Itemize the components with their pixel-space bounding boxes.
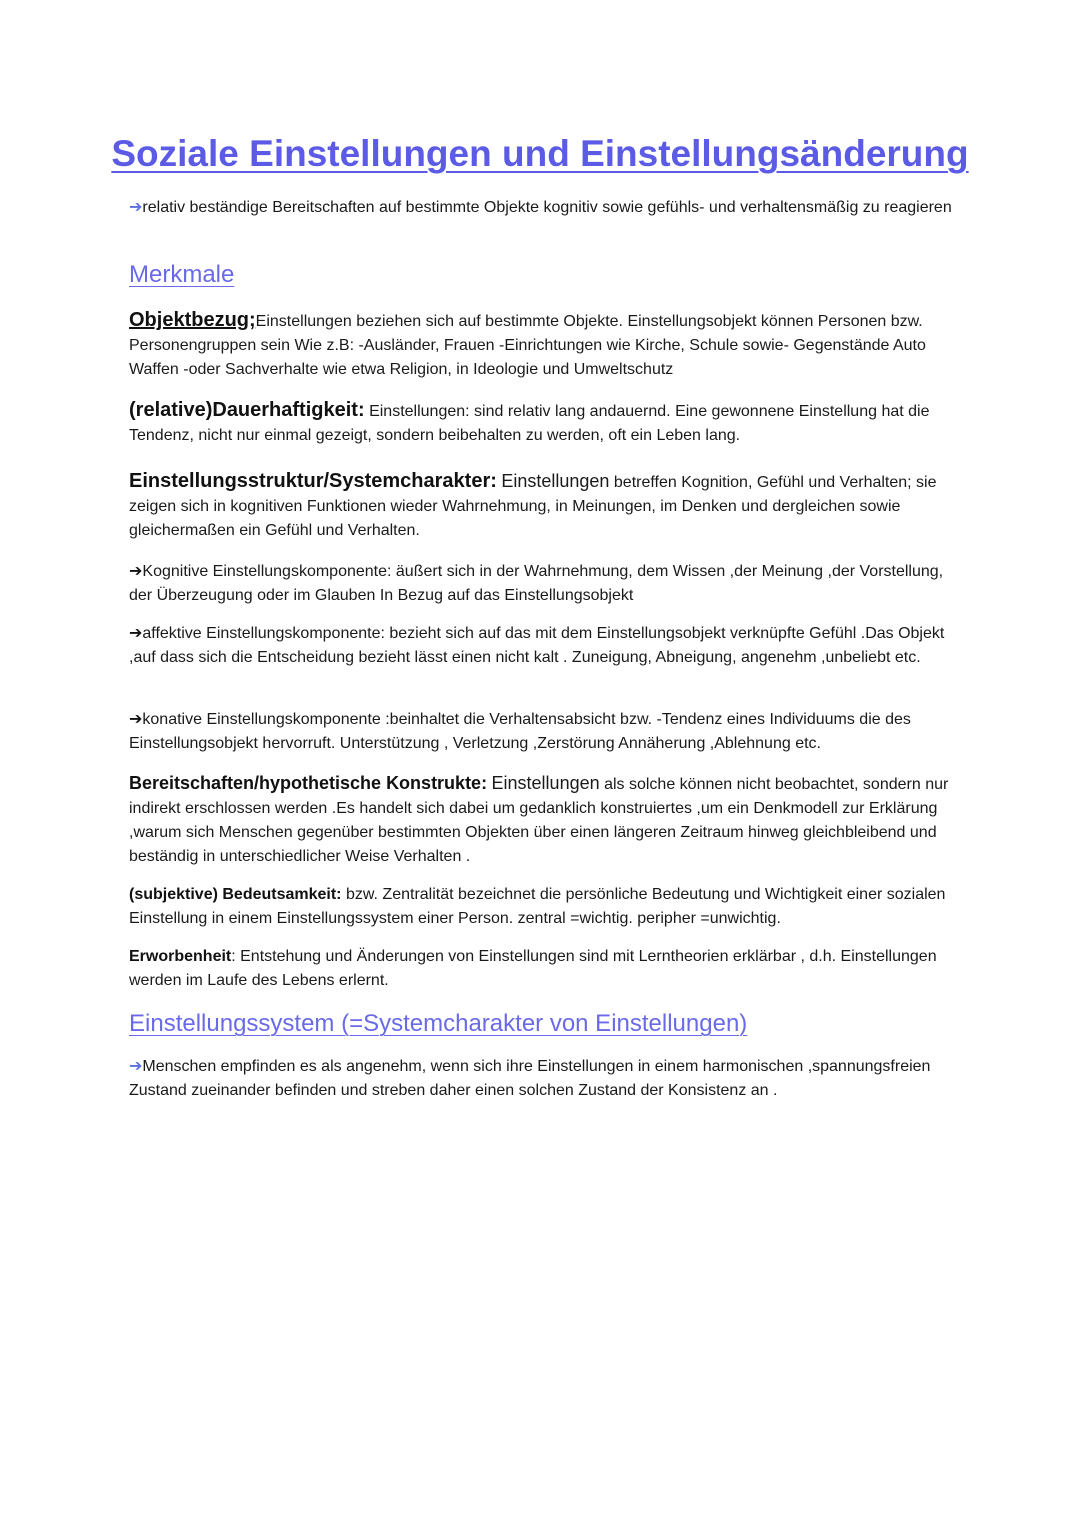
arrow-right-icon: ➔ (129, 199, 143, 216)
document-title: Soziale Einstellungen und Einstellungsänderung (111, 133, 969, 174)
paragraph-dauerhaftigkeit (129, 398, 959, 448)
text-bereitschaften: als solche können nicht beobachtet, sondern nur indirekt erschlossen werden .Es handelt sich dabei um gedanklich konstruiertes ,um ein Denkmodell zur Erklärung ,warum sich Menschen gegenüber bestimmten Objekten über einen längeren Zeitraum hinweg gleichbleibend und beständig in unterschiedlicher Weise Verhalten . (129, 776, 949, 865)
arrow-right-icon: ➔ (129, 1058, 143, 1075)
intro-paragraph (129, 196, 959, 220)
section-heading-merkmale: Merkmale (129, 261, 235, 288)
lead-struktur: Einstellungen (501, 471, 610, 491)
term-objektbezug: Objektbezug; (129, 309, 256, 331)
text-affektiv: affektive Einstellungskomponente: bezieht sich auf das mit dem Einstellungsobjekt verknüpfte Gefühl .Das Objekt ,auf dass sich die Entscheidung bezieht lässt einen nicht kalt . Zuneigung, Abneigung, angenehm ,unbeliebt etc. (129, 625, 945, 666)
paragraph-konativ (129, 708, 959, 756)
paragraph-einstellungssystem (129, 1055, 959, 1103)
arrow-right-icon: ➔ (129, 563, 143, 580)
text-objektbezug: Einstellungen beziehen sich auf bestimmte Objekte. Einstellungsobjekt können Personen bzw. Personengruppen sein Wie z.B: -Ausländer, Frauen -Einrichtungen wie Kirche, Schule sowie- Gegenstände Auto Waffen -oder Sachverhalte wie etwa Religion, in Ideologie und Umweltschutz (129, 313, 926, 378)
lead-bereitschaften: Einstellungen (491, 773, 600, 793)
term-dauerhaftigkeit: (relative)Dauerhaftigkeit: (129, 399, 365, 421)
paragraph-erworbenheit (129, 945, 959, 993)
section-heading-einstellungssystem: Einstellungssystem (=Systemcharakter von Einstellungen) (129, 1010, 748, 1037)
arrow-right-icon: ➔ (129, 711, 143, 728)
text-dauerhaftigkeit: sind relativ lang andauernd. Eine gewonnene Einstellung hat die Tendenz, nicht nur einmal gezeigt, sondern beibehalten zu werden, oft ein Leben lang. (129, 403, 930, 444)
term-bereitschaften: Bereitschaften/hypothetische Konstrukte: (129, 773, 488, 793)
lead-dauerhaftigkeit: Einstellungen: (369, 403, 470, 420)
paragraph-affektiv (129, 622, 959, 670)
arrow-right-icon: ➔ (129, 625, 143, 642)
term-struktur: Einstellungsstruktur/Systemcharakter: (129, 470, 497, 492)
text-einstellungssystem: Menschen empfinden es als angenehm, wenn sich ihre Einstellungen in einem harmonischen ,spannungsfreien Zustand zueinander befinden und streben daher einen solchen Zustand der Konsistenz an . (129, 1058, 931, 1099)
text-erworbenheit: : Entstehung und Änderungen von Einstellungen sind mit Lerntheorien erklärbar , d.h. Einstellungen werden im Laufe des Lebens erlernt. (129, 948, 937, 989)
paragraph-struktur (129, 469, 959, 543)
term-bedeutsamkeit: (subjektive) Bedeutsamkeit: (129, 886, 342, 903)
paragraph-bereitschaften (129, 771, 959, 869)
text-struktur: betreffen Kognition, Gefühl und Verhalten; sie zeigen sich in kognitiven Funktionen wieder Wahrnehmung, in Meinungen, im Denken und dergleichen sowie gleichermaßen ein Gefühl und Verhalten. (129, 474, 937, 539)
paragraph-kognitiv (129, 560, 959, 608)
intro-text: relativ beständige Bereitschaften auf bestimmte Objekte kognitiv sowie gefühls- und verhaltensmäßig zu reagieren (142, 199, 952, 216)
text-konativ: konative Einstellungskomponente :beinhaltet die Verhaltensabsicht bzw. -Tendenz eines Individuums die des Einstellungsobjekt hervorruft. Unterstützung , Verletzung ,Zerstörung Annäherung ,Ablehnung etc. (129, 711, 911, 752)
paragraph-objektbezug (129, 308, 959, 382)
text-kognitiv: Kognitive Einstellungskomponente: äußert sich in der Wahrnehmung, dem Wissen ,der Meinung ,der Vorstellung, der Überzeugung oder im Glauben In Bezug auf das Einstellungsobjekt (129, 563, 944, 604)
paragraph-bedeutsamkeit (129, 883, 959, 931)
term-erworbenheit: Erworbenheit (129, 948, 232, 965)
text-bedeutsamkeit: bzw. Zentralität bezeichnet die persönliche Bedeutung und Wichtigkeit einer sozialen Einstellung in einem Einstellungssystem einer Person. zentral =wichtig. peripher =unwichtig. (129, 886, 946, 927)
